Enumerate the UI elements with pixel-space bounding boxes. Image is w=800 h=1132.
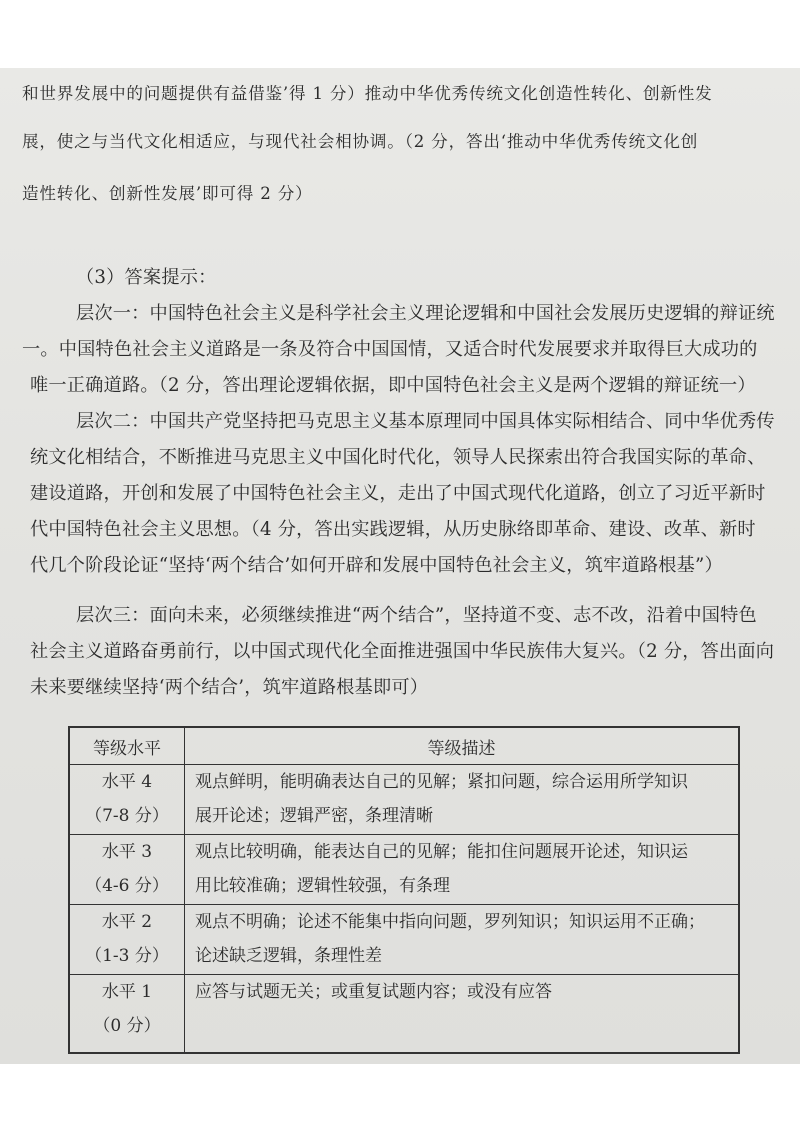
level-one-line-3: 唯一正确道路。（2 分，答出理论逻辑依据，即中国特色社会主义是两个逻辑的辩证统一） (30, 375, 756, 396)
level-two-line-5: 代几个阶段论证“坚持‘两个结合’如何开辟和发展中国特色社会主义，筑牢道路根基”） (30, 555, 723, 576)
table-row (69, 835, 739, 905)
level-three-line-3: 未来要继续坚持‘两个结合’，筑牢道路根基即可） (30, 677, 429, 698)
level-score: （0 分） (93, 1016, 161, 1036)
table-row (69, 765, 739, 835)
level-label: 水平 2 (101, 912, 153, 932)
description-line: 用比较准确；逻辑性较强，有条理 (195, 876, 450, 896)
description-cell (185, 905, 740, 975)
description-line: 观点鲜明，能明确表达自己的见解；紧扣问题，综合运用所学知识 (195, 772, 688, 792)
level-three-line-1: 层次三：面向未来，必须继续推进“两个结合”，坚持道不变、志不改，沿着中国特色 (76, 605, 757, 626)
level-two-line-2: 统文化相结合，不断推进马克思主义中国化时代化，领导人民探索出符合我国实际的革命、 (30, 447, 766, 468)
level-cell (69, 835, 185, 905)
level-score: （1-3 分） (85, 946, 169, 966)
column-header-description: 等级描述 (185, 727, 740, 765)
level-cell (69, 905, 185, 975)
level-label: 水平 4 (101, 772, 153, 792)
level-two-line-4: 代中国特色社会主义思想。（4 分，答出实践逻辑，从历史脉络即革命、建设、改革、新时 (30, 519, 756, 540)
level-two-line-1: 层次二：中国共产党坚持把马克思主义基本原理同中国具体实际相结合、同中华优秀传 (76, 411, 775, 432)
description-line: 观点不明确；论述不能集中指向问题，罗列知识；知识运用不正确； (195, 912, 705, 932)
level-two-line-3: 建设道路，开创和发展了中国特色社会主义，走出了中国式现代化道路，创立了习近平新时 (30, 483, 766, 504)
table-header-row (69, 727, 739, 765)
level-three-line-2: 社会主义道路奋勇前行，以中国式现代化全面推进强国中华民族伟大复兴。（2 分，答出面向 (30, 641, 775, 662)
level-label: 水平 3 (101, 842, 153, 862)
paragraph-line-1: 和世界发展中的问题提供有益借鉴’得 1 分）推动中华优秀传统文化创造性转化、创新性发 (22, 84, 713, 103)
level-cell (69, 765, 185, 835)
paragraph-line-2: 展，使之与当代文化相适应，与现代社会相协调。（2 分，答出‘推动中华优秀传统文化创 (22, 132, 699, 151)
description-line (195, 1009, 738, 1043)
grading-table (68, 726, 740, 1054)
level-score: （7-8 分） (85, 806, 169, 826)
level-cell (69, 975, 185, 1053)
table-row (69, 975, 739, 1053)
answer-sheet (0, 68, 800, 1064)
description-line: 展开论述；逻辑严密，条理清晰 (195, 806, 433, 826)
description-cell (185, 975, 740, 1053)
table-row (69, 905, 739, 975)
paragraph-line-3: 造性转化、创新性发展’即可得 2 分） (22, 184, 313, 203)
level-label: 水平 1 (101, 982, 153, 1002)
description-cell (185, 765, 740, 835)
description-line: 应答与试题无关；或重复试题内容；或没有应答 (195, 982, 552, 1002)
description-cell (185, 835, 740, 905)
level-one-line-1: 层次一：中国特色社会主义是科学社会主义理论逻辑和中国社会发展历史逻辑的辩证统 (76, 303, 775, 324)
description-line: 论述缺乏逻辑，条理性差 (195, 946, 382, 966)
level-score: （4-6 分） (85, 876, 169, 896)
description-line: 观点比较明确，能表达自己的见解；能扣住问题展开论述，知识运 (195, 842, 688, 862)
answer-hint-heading: （3）答案提示： (76, 267, 217, 288)
column-header-level: 等级水平 (69, 727, 185, 765)
level-one-line-2: 一。中国特色社会主义道路是一条及符合中国国情，又适合时代发展要求并取得巨大成功的 (22, 339, 758, 360)
